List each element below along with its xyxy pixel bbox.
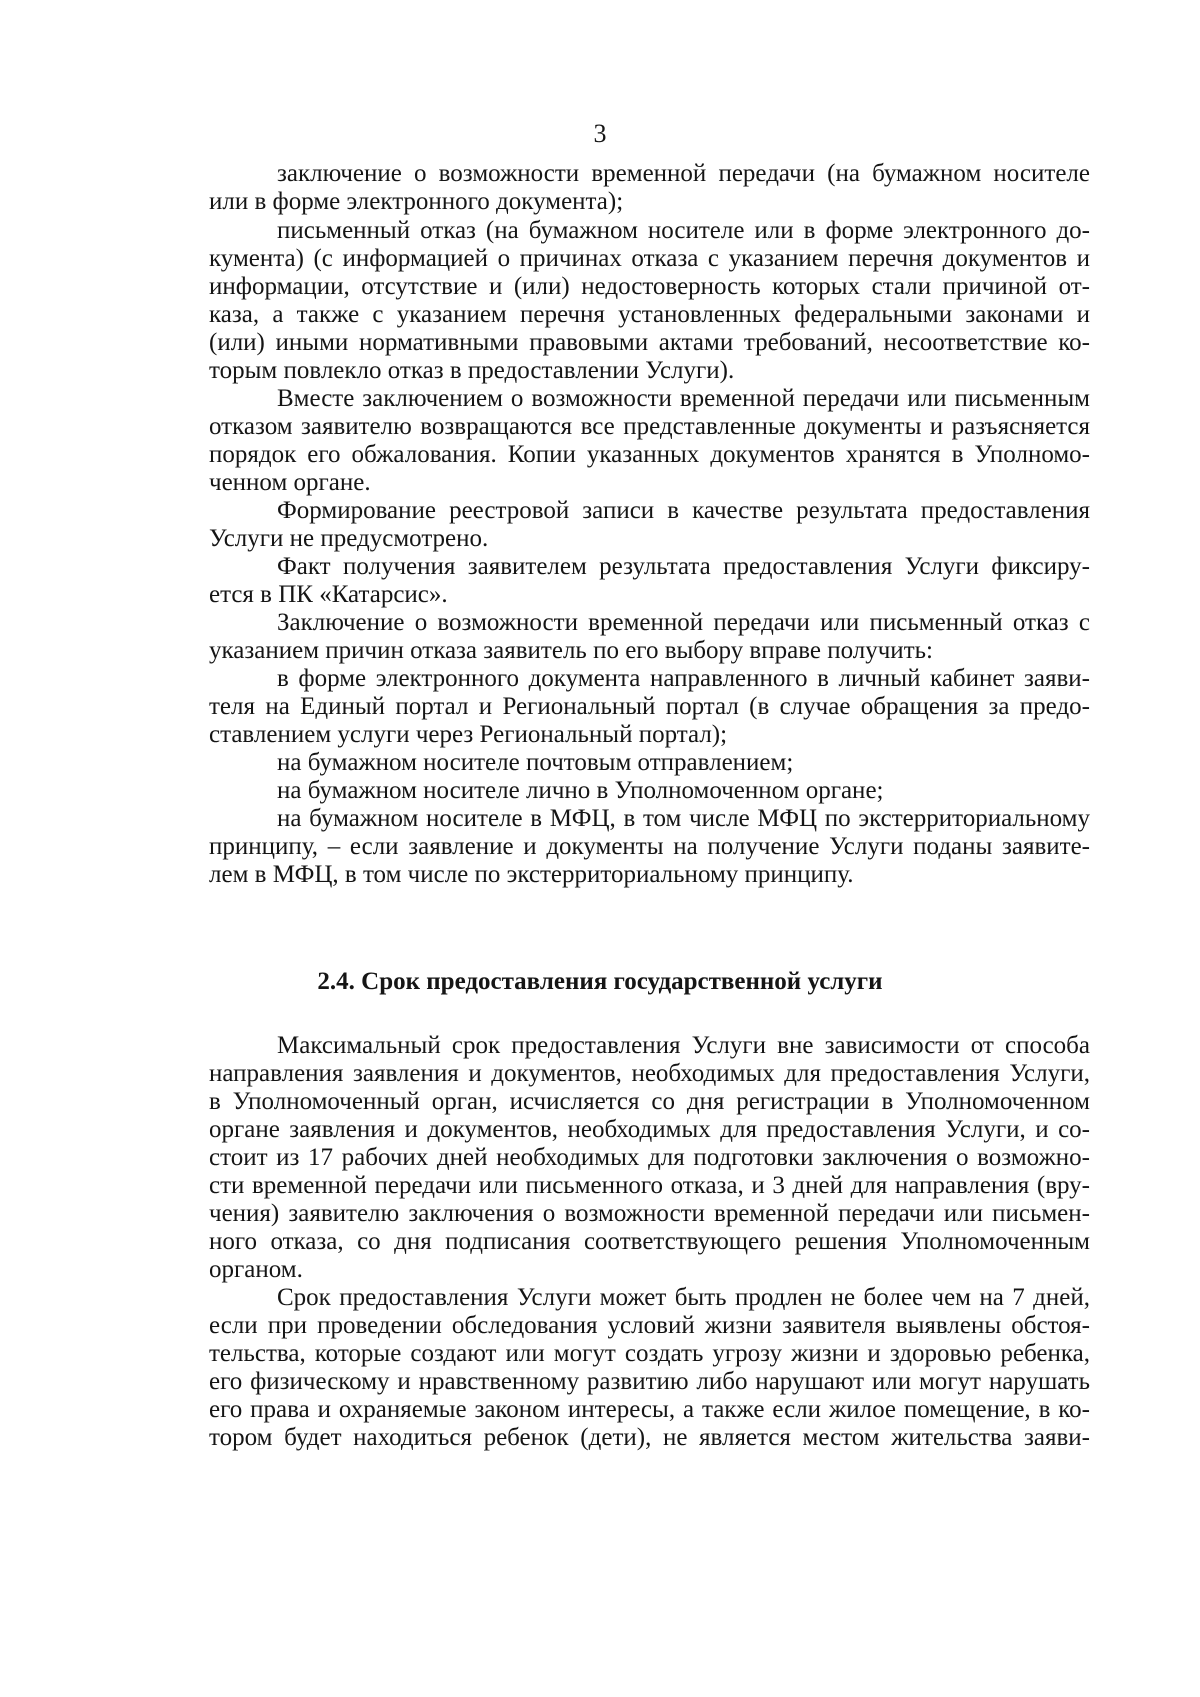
text-line: если при проведении обследования условий жизни заявителя выявлены обстоя-	[209, 1312, 1090, 1339]
text-line: лем в МФЦ, в том числе по экстерриториальному принципу.	[209, 861, 854, 888]
text-line: теля на Единый портал и Региональный портал (в случае обращения за предо-	[209, 693, 1090, 720]
text-line: информации, отсутствие и (или) недостоверность которых стали причиной от-	[209, 273, 1090, 300]
text-line: Формирование реестровой записи в качестве результата предоставления	[277, 497, 1090, 524]
text-line: в форме электронного документа направленного в личный кабинет заяви-	[277, 665, 1090, 692]
text-line: Срок предоставления Услуги может быть продлен не более чем на 7 дней,	[277, 1284, 1090, 1311]
text-line: Максимальный срок предоставления Услуги вне зависимости от способа	[277, 1032, 1090, 1059]
text-line: или в форме электронного документа);	[209, 188, 624, 215]
text-line: отказом заявителю возвращаются все представленные документы и разъясняется	[209, 413, 1090, 440]
text-line: указанием причин отказа заявитель по его выбору вправе получить:	[209, 637, 933, 664]
text-line: на бумажном носителе почтовым отправлением;	[277, 749, 794, 776]
text-line: письменный отказ (на бумажном носителе или в форме электронного до-	[277, 217, 1090, 244]
text-line: чения) заявителю заключения о возможности временной передачи или письмен-	[209, 1200, 1090, 1227]
text-line: ставлением услуги через Региональный портал);	[209, 721, 728, 748]
text-line: на бумажном носителе в МФЦ, в том числе МФЦ по экстерриториальному	[277, 805, 1090, 832]
text-line: его физическому и нравственному развитию либо нарушают или могут нарушать	[209, 1368, 1090, 1395]
text-line: органе заявления и документов, необходимых для предоставления Услуги, и со-	[209, 1116, 1090, 1143]
text-line: тельства, которые создают или могут создать угрозу жизни и здоровью ребенка,	[209, 1340, 1090, 1367]
text-line: заключение о возможности временной передачи (на бумажном носителе	[277, 160, 1090, 187]
text-line: кумента) (с информацией о причинах отказа с указанием перечня документов и	[209, 245, 1090, 272]
text-line: (или) иными нормативными правовыми актами требований, несоответствие ко-	[209, 329, 1090, 356]
text-line: каза, а также с указанием перечня установленных федеральными законами и	[209, 301, 1090, 328]
text-line: ного отказа, со дня подписания соответствующего решения Уполномоченным	[209, 1228, 1090, 1255]
text-line: Услуги не предусмотрено.	[209, 525, 489, 552]
text-line: сти временной передачи или письменного отказа, и 3 дней для направления (вру-	[209, 1172, 1090, 1199]
text-line: тором будет находиться ребенок (дети), не является местом жительства заяви-	[209, 1424, 1090, 1451]
page-number: 3	[593, 119, 607, 148]
text-line: принципу, – если заявление и документы на получение Услуги поданы заявите-	[209, 833, 1090, 860]
text-line: порядок его обжалования. Копии указанных документов хранятся в Уполномо-	[209, 441, 1090, 468]
text-line: направления заявления и документов, необходимых для предоставления Услуги,	[209, 1060, 1090, 1087]
text-line: Вместе заключением о возможности временной передачи или письменным	[277, 385, 1090, 412]
text-line: ченном органе.	[209, 469, 371, 496]
text-line: торым повлекло отказ в предоставлении Услуги).	[209, 357, 735, 384]
text-line: стоит из 17 рабочих дней необходимых для подготовки заключения о возможно-	[209, 1144, 1090, 1171]
text-line: его права и охраняемые законом интересы, а также если жилое помещение, в ко-	[209, 1396, 1090, 1423]
text-line: ется в ПК «Катарсис».	[209, 581, 448, 608]
text-line: на бумажном носителе лично в Уполномоченном органе;	[277, 777, 884, 804]
text-line: Факт получения заявителем результата предоставления Услуги фиксиру-	[277, 553, 1090, 580]
text-line: в Уполномоченный орган, исчисляется со дня регистрации в Уполномоченном	[209, 1088, 1090, 1115]
text-line: Заключение о возможности временной передачи или письменный отказ с	[277, 609, 1090, 636]
text-line: органом.	[209, 1256, 303, 1283]
section-heading: 2.4. Срок предоставления государственной услуги	[317, 968, 883, 995]
